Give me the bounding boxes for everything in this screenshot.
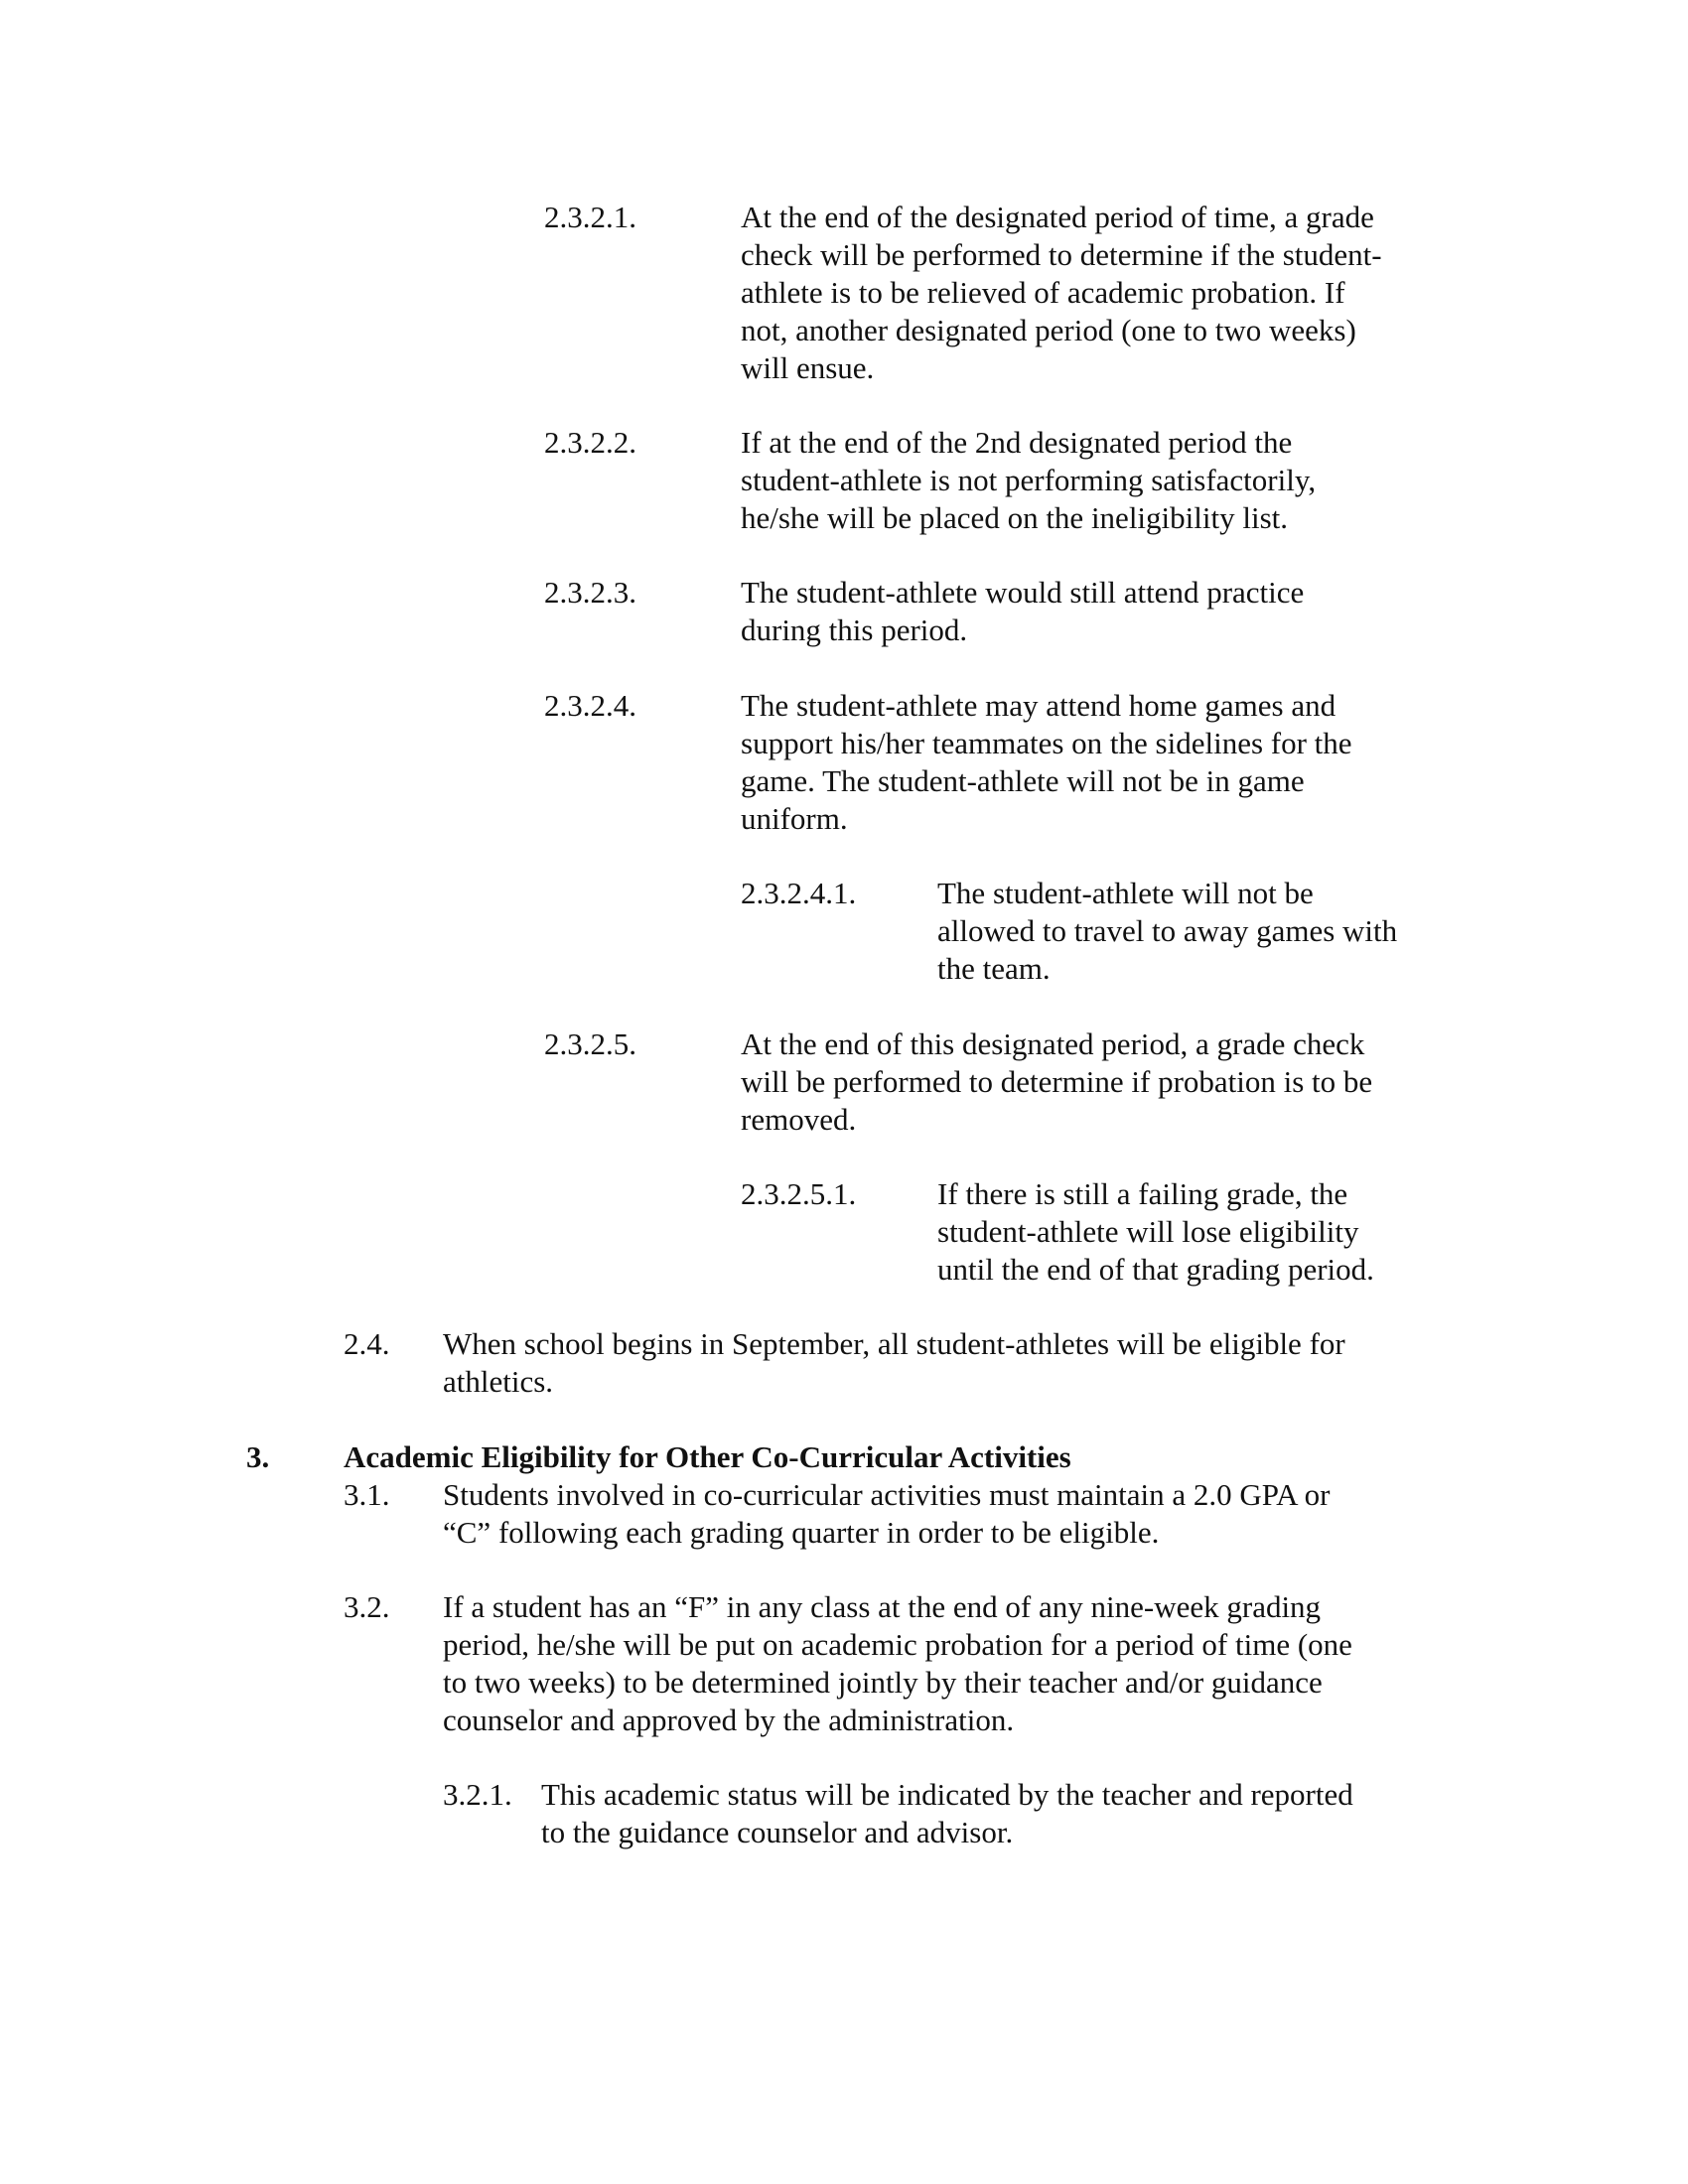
clause-text-line: the team.	[937, 951, 1051, 986]
clause-text-line: student-athlete is not performing satisfactorily,	[741, 463, 1317, 497]
clause-text-line: will ensue.	[741, 350, 875, 385]
clause-number: 3.1.	[344, 1477, 390, 1512]
clause-text-line: At the end of this designated period, a grade check	[741, 1026, 1365, 1061]
clause-number: 3.2.1.	[443, 1777, 512, 1812]
clause-text-line: At the end of the designated period of time, a grade	[741, 200, 1374, 234]
clause-number: 3.2.	[344, 1589, 390, 1624]
clause-text-line: If at the end of the 2nd designated period the	[741, 425, 1293, 460]
clause-text-line: support his/her teammates on the sidelines for the	[741, 726, 1352, 760]
clause-text-line: period, he/she will be put on academic probation for a period of time (one	[443, 1627, 1352, 1662]
clause-text-line: to the guidance counselor and advisor.	[541, 1815, 1014, 1849]
clause-text-line: The student-athlete may attend home games and	[741, 688, 1336, 723]
clause-text-line: counselor and approved by the administration.	[443, 1703, 1015, 1737]
clause-text-line: The student-athlete will not be	[937, 876, 1314, 910]
clause-number: 2.3.2.5.	[544, 1026, 636, 1061]
clause-text-line: student-athlete will lose eligibility	[937, 1214, 1359, 1249]
section-title: Academic Eligibility for Other Co-Curricular Activities	[344, 1439, 1071, 1474]
clause-text-line: will be performed to determine if probation is to be	[741, 1064, 1373, 1099]
clause-number: 2.3.2.4.	[544, 688, 636, 723]
clause-text-line: uniform.	[741, 801, 848, 836]
clause-text-line: If a student has an “F” in any class at the end of any nine-week grading	[443, 1589, 1322, 1624]
clause-text-line: game. The student-athlete will not be in game	[741, 763, 1305, 798]
clause-number: 2.3.2.3.	[544, 575, 636, 610]
clause-text-line: removed.	[741, 1102, 857, 1137]
clause-number: 2.3.2.5.1.	[741, 1176, 857, 1211]
clause-number: 2.3.2.4.1.	[741, 876, 857, 910]
clause-text-line: until the end of that grading period.	[937, 1252, 1374, 1287]
clause-number: 2.3.2.2.	[544, 425, 636, 460]
clause-text-line: check will be performed to determine if the student-	[741, 237, 1382, 272]
clause-text-line: not, another designated period (one to two weeks)	[741, 313, 1356, 347]
clause-text-line: “C” following each grading quarter in order to be eligible.	[443, 1515, 1160, 1550]
clause-text-line: athlete is to be relieved of academic probation. If	[741, 275, 1345, 310]
clause-text-line: to two weeks) to be determined jointly by their teacher and/or guidance	[443, 1665, 1323, 1700]
clause-text-line: athletics.	[443, 1364, 554, 1399]
clause-text-line: during this period.	[741, 613, 968, 647]
clause-number: 2.4.	[344, 1326, 390, 1361]
clause-number: 2.3.2.1.	[544, 200, 636, 234]
clause-text-line: This academic status will be indicated by the teacher and reported	[541, 1777, 1353, 1812]
clause-text-line: Students involved in co-curricular activities must maintain a 2.0 GPA or	[443, 1477, 1331, 1512]
clause-text-line: allowed to travel to away games with	[937, 913, 1398, 948]
clause-text-line: he/she will be placed on the ineligibility list.	[741, 500, 1289, 535]
clause-text-line: If there is still a failing grade, the	[937, 1176, 1348, 1211]
clause-text-line: The student-athlete would still attend practice	[741, 575, 1305, 610]
section-number: 3.	[246, 1439, 270, 1474]
clause-text-line: When school begins in September, all student-athletes will be eligible for	[443, 1326, 1345, 1361]
